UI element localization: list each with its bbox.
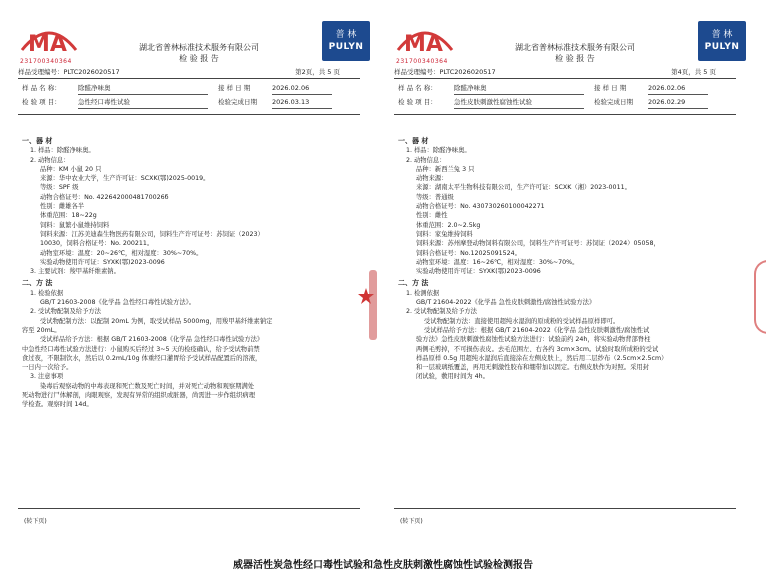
- accept-no: PLTC2026020517: [63, 68, 120, 76]
- continue-note: (转下页): [400, 518, 423, 525]
- body-line: 动物来源：: [416, 175, 448, 183]
- divider: [394, 78, 736, 79]
- body-line: 受试物配制方法：以配制 20mL 为例，取受试样品 5000mg，用羧甲基纤维素钠定: [40, 317, 273, 325]
- body-line: 来源：华中农业大学，生产许可证：SCXK(鄂)2025-0019。: [40, 175, 210, 183]
- test-row: [394, 96, 736, 108]
- body-line: 3. 注意事项: [30, 373, 64, 381]
- svg-text:MA: MA: [404, 32, 443, 54]
- divider: [18, 508, 360, 509]
- body-line: 1. 样品：除醛净味奥。: [30, 147, 95, 155]
- section-heading: 二、方 法: [398, 279, 429, 288]
- pulyn-logo: [698, 21, 746, 61]
- body-line: 学检查。观察时间 14d。: [22, 401, 93, 409]
- body-line: 受试样品给予方法：根据 GB/T 21604-2022《化学品 急性皮肤刺激性/腐蚀性试: [424, 326, 650, 334]
- sample-name: 除醛净味奥: [78, 82, 208, 95]
- accept-line: [18, 67, 360, 77]
- logo-en: PULYN: [704, 42, 740, 52]
- finish-date: 2026.02.29: [648, 96, 708, 109]
- body-line: GB/T 21603-2008《化学品 急性经口毒性试验方法》。: [40, 299, 196, 307]
- finish-date-label: 检验完成日期: [218, 98, 257, 106]
- body-line: 动物室环境：温度：20~26℃，相对湿度：30%~70%。: [40, 249, 203, 257]
- report-page-left: [8, 10, 370, 530]
- body-line: 3. 主要试剂：羧甲基纤维素钠。: [30, 268, 120, 276]
- body-line: 2. 动物信息：: [406, 156, 446, 164]
- test-item-label: 检 验 项 目：: [22, 98, 61, 106]
- body-line: 1. 检测依据: [406, 289, 440, 297]
- divider: [18, 78, 360, 79]
- body-line: 死动物进行尸体解剖，肉眼观察，发现有异常的组织或脏器，尚需进一步作组织病理: [22, 392, 255, 400]
- divider: [394, 114, 736, 115]
- body-line: 饲料来源：苏州摩登动物饲料有限公司，饲料生产许可证号：苏饲证（2024）05058，: [416, 240, 660, 248]
- body-line: 中急性经口毒性试验方法进行：小鼠购买后经过 3~5 天的检疫确认，给予受试物前禁: [22, 345, 260, 353]
- svg-text:MA: MA: [28, 32, 67, 54]
- body-line: 实验动物使用许可证：SYXK(鄂)2023-0096: [40, 258, 165, 266]
- body-line: 10030，饲料合格证号：No. 200211。: [40, 240, 154, 248]
- body-line: 2. 受试物配制及给予方法: [406, 308, 477, 316]
- body-line: 和一层玻璃纸覆盖，再用无刺激性胶布和绷带加以固定。右侧皮肤作为对照。采用封: [416, 364, 649, 372]
- body-line: 1. 检验依据: [30, 289, 64, 297]
- body-line: 等级：普通级: [416, 193, 454, 201]
- body-line: 饲料：家兔维持饲料: [416, 230, 473, 238]
- seam-stamp-right: [754, 260, 766, 334]
- test-row: [18, 96, 360, 108]
- sample-name-label: 样 品 名 称：: [398, 84, 437, 92]
- seam-stamp-left: [369, 270, 377, 340]
- divider: [394, 508, 736, 509]
- body-line: 体重范围：18~22g: [40, 212, 97, 220]
- org-header: [464, 42, 686, 64]
- body-line: 饲料合格证号：No.12025091524。: [416, 249, 521, 257]
- logo-cn: 普 林: [335, 30, 357, 40]
- body-line: 受试样品给予方法：根据 GB/T 21603-2008《化学品 急性经口毒性试验方法》: [40, 336, 264, 344]
- body-line: 2. 动物信息：: [30, 156, 70, 164]
- receive-date-label: 接 样 日 期: [218, 84, 251, 92]
- sample-name-label: 样 品 名 称：: [22, 84, 61, 92]
- org-header: [88, 42, 310, 64]
- finish-date: 2026.03.13: [272, 96, 332, 109]
- body-line: 实验动物使用许可证：SYXK(鄂)2023-0096: [416, 268, 541, 276]
- sample-name: 除醛净味奥: [454, 82, 584, 95]
- cma-mark-icon: [394, 22, 456, 54]
- body-line: 1. 样品：除醛净味奥。: [406, 147, 471, 155]
- body-line: 染毒后观察动物的中毒表现和死亡数及死亡时间，并对死亡动物和观察期满处: [40, 382, 255, 390]
- accept-no-label: 样品受理编号：: [18, 68, 64, 76]
- divider: [18, 114, 360, 115]
- body-line: 体重范围：2.0~2.5kg: [416, 221, 481, 229]
- accept-line: [394, 67, 736, 77]
- report-title: 检 验 报 告: [179, 54, 219, 63]
- test-item: 急性经口毒性试验: [78, 96, 208, 109]
- report-title: 检 验 报 告: [555, 54, 595, 63]
- body-line: 品种：KM 小鼠 20 只: [40, 165, 102, 173]
- body-line: 动物合格证号：No. 430730260100042271: [416, 203, 545, 211]
- body-line: 性别：雌雄各半: [40, 203, 85, 211]
- body-line: 两侧毛剪掉，不可损伤表皮。去毛范围左、右各约 3cm×3cm。试验时取所成粉的受试: [416, 345, 659, 353]
- body-line: 验方法》急性皮肤刺激性腐蚀性试验方法进行：试验前约 24h，将实验动物背部脊柱: [416, 336, 651, 344]
- cma-mark-icon: [18, 22, 80, 54]
- continue-note: (转下页): [24, 518, 47, 525]
- body-line: 一日内一次给予。: [22, 364, 73, 372]
- body-line: 动物合格证号：No. 42264200048170026б: [40, 193, 169, 201]
- report-body: [22, 134, 360, 410]
- body-line: GB/T 21604-2022《化学品 急性皮肤刺激性/腐蚀性试验方法》: [416, 299, 596, 307]
- body-line: 饲料：鼠繁小鼠维持饲料: [40, 221, 110, 229]
- test-item: 急性皮肤刺激性腐蚀性试验: [454, 96, 584, 109]
- report-page-right: [384, 10, 746, 530]
- body-line: 容至 20mL。: [22, 326, 61, 334]
- body-line: 样品原样 0.5g 用超纯水湿润后直接涂在左侧皮肤上，然后用二层纱布（2.5cm×2.5cm）: [416, 354, 668, 362]
- body-line: 动物室环境：温度：16~26℃，相对湿度：30%~70%。: [416, 258, 579, 266]
- receive-date: 2026.02.06: [272, 82, 332, 95]
- report-body: [398, 134, 736, 382]
- pulyn-logo: [322, 21, 370, 61]
- finish-date-label: 检验完成日期: [594, 98, 633, 106]
- page-number: 第4页，共 5 页: [671, 68, 716, 76]
- body-line: 性别：雌性: [416, 212, 448, 220]
- body-line: 来源：湖南太平生物科技有限公司，生产许可证：SCXK（湘）2023-0011。: [416, 184, 631, 192]
- receive-date: 2026.02.06: [648, 82, 708, 95]
- logo-en: PULYN: [328, 42, 364, 52]
- section-heading: 一、器 材: [22, 137, 53, 145]
- accept-no-label: 样品受理编号：: [394, 68, 440, 76]
- sample-row: [18, 82, 360, 94]
- org-name: 湖北省普林标准技术服务有限公司: [139, 43, 259, 52]
- org-name: 湖北省普林标准技术服务有限公司: [515, 43, 635, 52]
- body-line: 品种：新西兰兔 3 只: [416, 165, 475, 173]
- receive-date-label: 接 样 日 期: [594, 84, 627, 92]
- cma-number: 231700340364: [396, 58, 448, 65]
- page-number: 第2页，共 5 页: [295, 68, 340, 76]
- body-line: 受试物配制方法：直接使用超纯水湿润的原成粉的受试样品原样即可。: [424, 317, 620, 325]
- sample-row: [394, 82, 736, 94]
- body-line: 闭试验，敷用时间为 4h。: [416, 373, 489, 381]
- image-caption: 威器活性炭急性经口毒性试验和急性皮肤刺激性腐蚀性试验检测报告: [233, 560, 533, 571]
- body-line: 饲料来源：江苏美迪森生物医药有限公司，饲料生产许可证号：苏饲证（2023）: [40, 230, 264, 238]
- accept-no: PLTC2026020517: [439, 68, 496, 76]
- logo-cn: 普 林: [711, 30, 733, 40]
- body-line: 2. 受试物配制及给予方法: [30, 308, 101, 316]
- cma-number: 231700340364: [20, 58, 72, 65]
- section-heading: 二、方 法: [22, 279, 53, 288]
- section-heading: 一、器 材: [398, 137, 429, 145]
- test-item-label: 检 验 项 目：: [398, 98, 437, 106]
- body-line: 食过夜，不限制饮水，然后以 0.2mL/10g 体重经口灌胃给予受试样品配置后的溶液，: [22, 354, 262, 362]
- body-line: 等级：SPF 级: [40, 184, 79, 192]
